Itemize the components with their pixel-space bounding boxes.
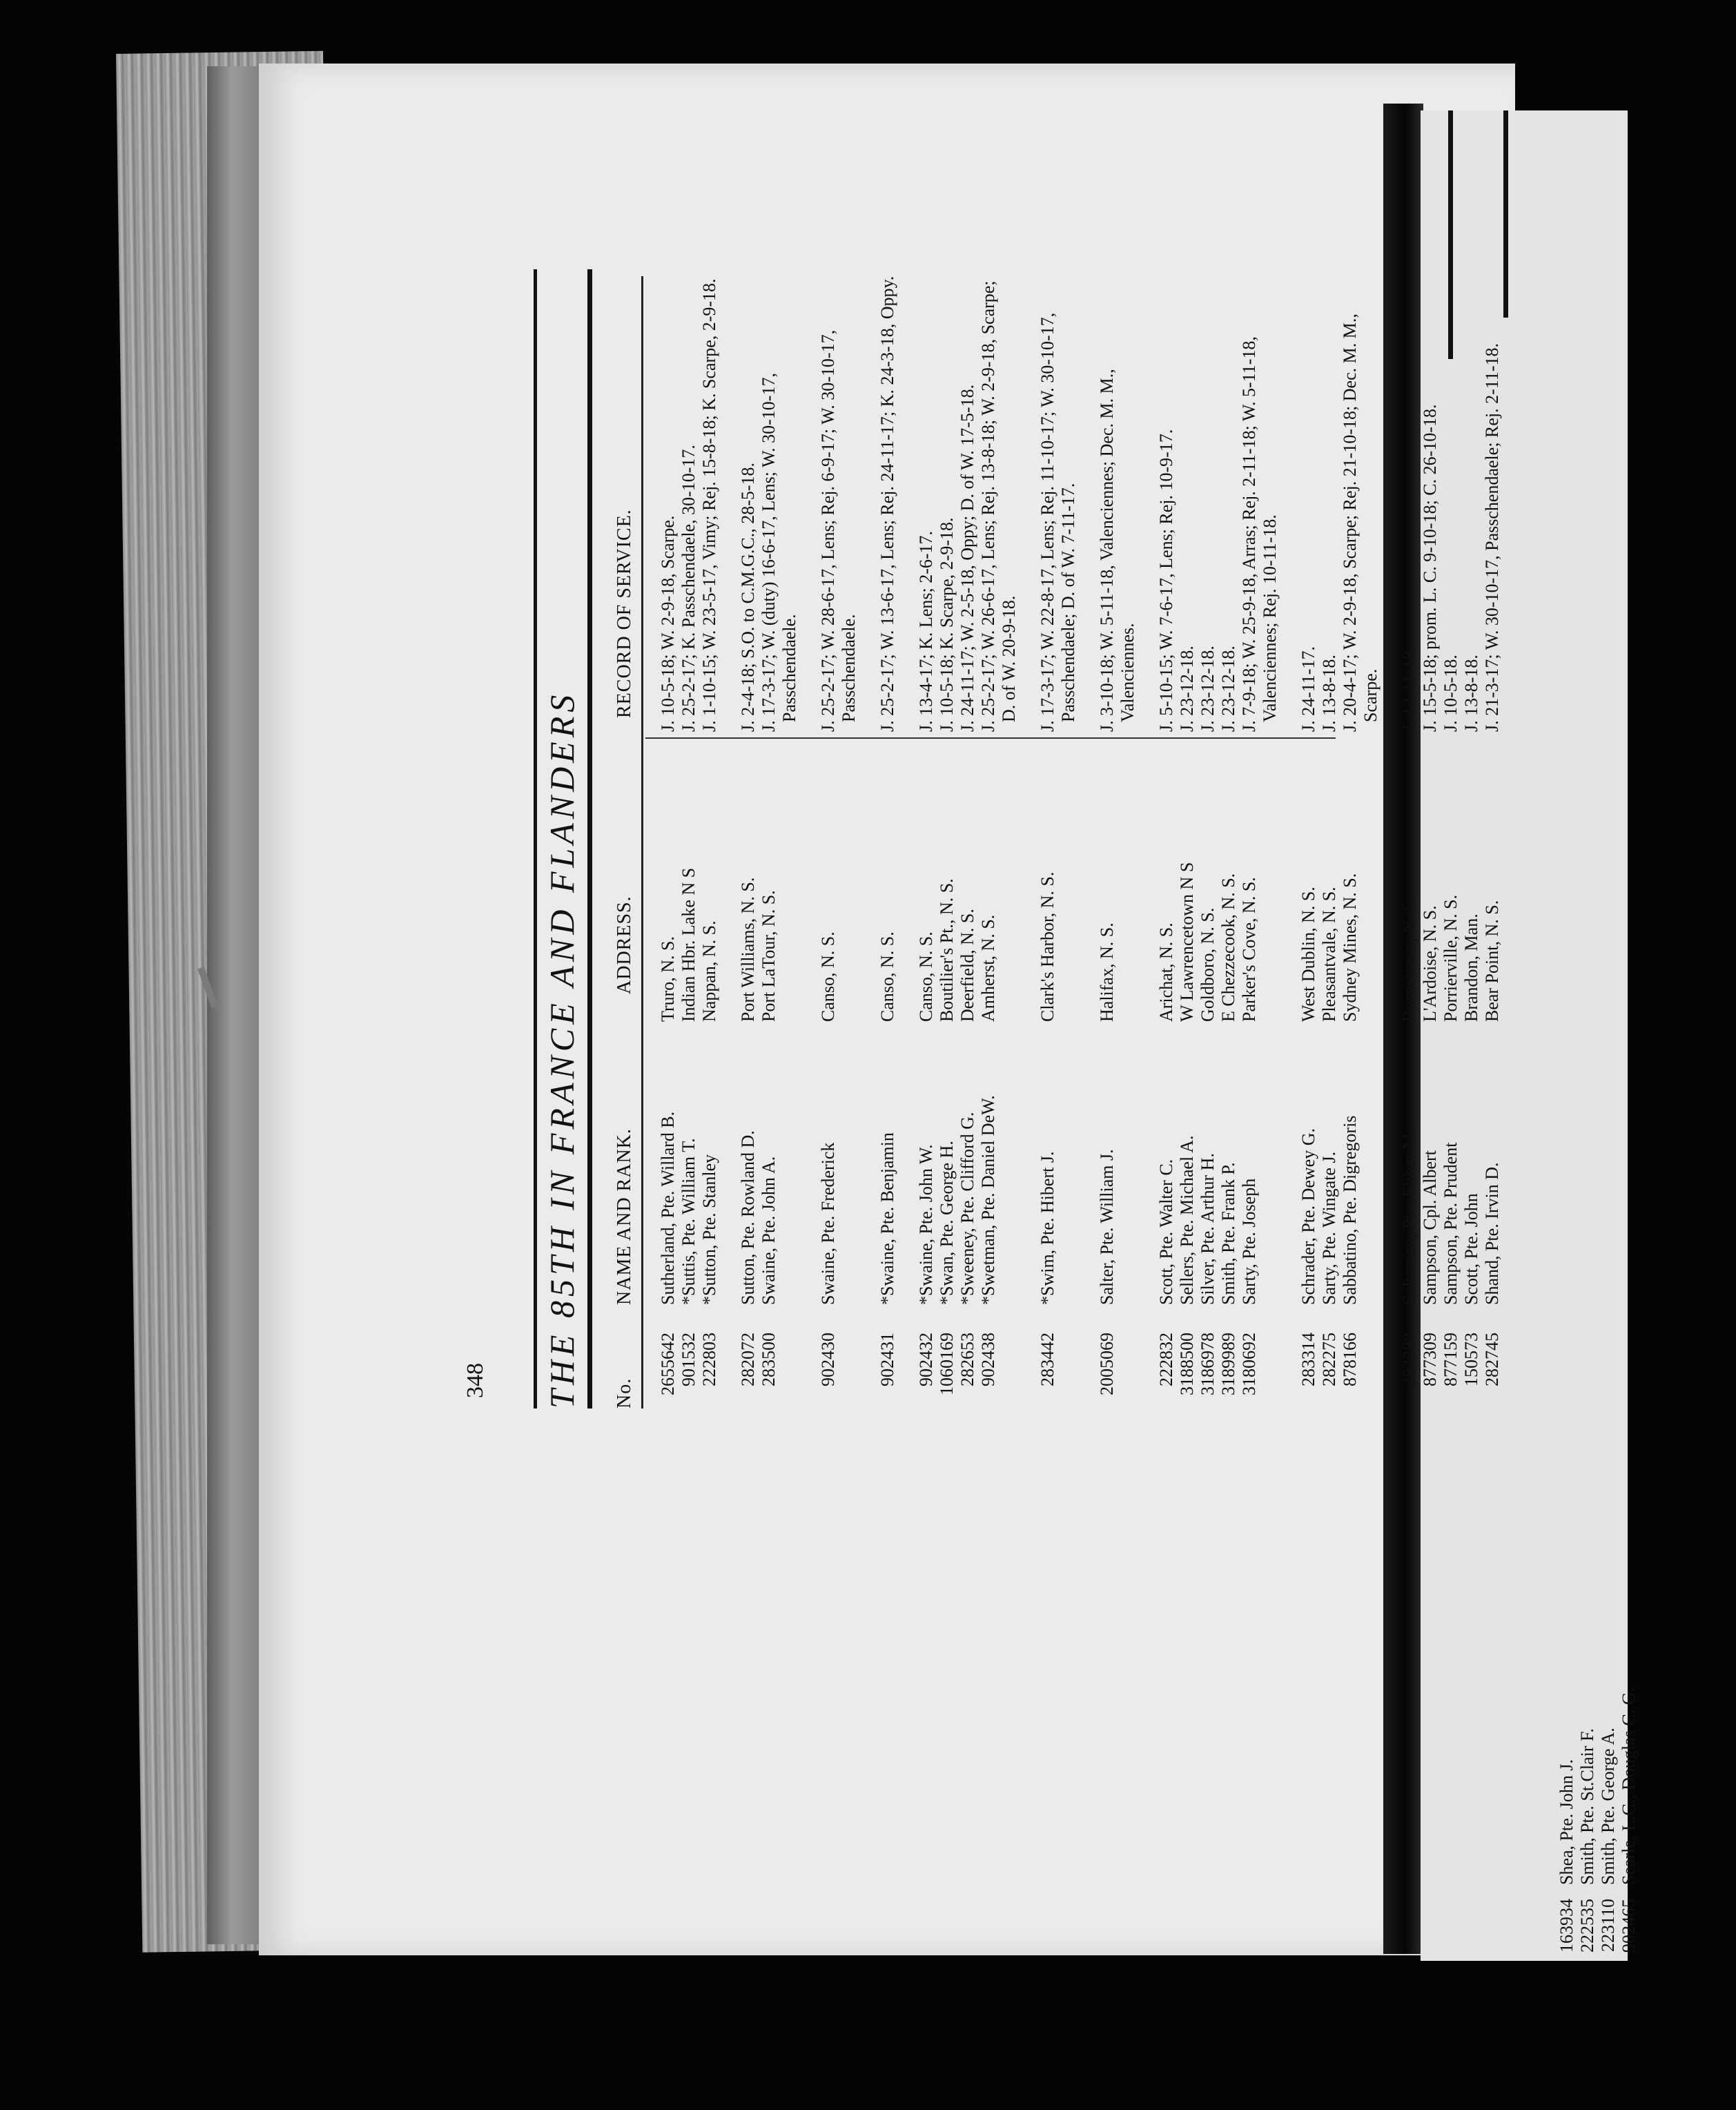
table-row (937, 276, 957, 1409)
table-row (1156, 276, 1177, 1409)
service-number: 3186978 (1198, 1333, 1218, 1395)
table-row (679, 276, 699, 1409)
table-row (978, 276, 1020, 1409)
soldier-name: Sampson, Pte. Prudent (1441, 1142, 1461, 1305)
service-record: J. 25-2-17; K. Passchendaele, 30-10-17. (679, 445, 699, 732)
header-rule-bottom (587, 269, 592, 1409)
soldier-name: Searle, L.C., Douglas C. G. (1619, 1687, 1639, 1885)
facing-row (1619, 1687, 1639, 1968)
soldier-name: Smith, Pte. George A. (1598, 1727, 1618, 1885)
address: L'Ardoise, N. S. (1420, 905, 1440, 1022)
service-number: 2005069 (1097, 1333, 1117, 1395)
soldier-name: Shea, Pte. John J. (1557, 1759, 1577, 1885)
service-record: J. 23-12-18. (1198, 646, 1218, 732)
service-record: J. 15-5-18; prom. L. C. 9-10-18; C. 26-10-18. (1420, 404, 1440, 732)
service-record: J. 10-5-18. (1441, 655, 1461, 732)
page-title: THE 85TH IN FRANCE AND FLANDERS (543, 690, 581, 1409)
table-row (1218, 276, 1239, 1409)
service-number: 222535 (1577, 1899, 1597, 1953)
column-header-address: ADDRESS. (614, 896, 635, 994)
column-header-no: No. (614, 1377, 635, 1409)
service-number: 902430 (818, 1333, 838, 1386)
facing-page-content (1557, 1687, 1736, 1968)
address: W Lawrencetown N S (1177, 862, 1197, 1022)
table-row (877, 276, 898, 1409)
soldier-name: Scott, Pte. Walter C. (1156, 1159, 1176, 1305)
address: Burnetown, N. S. (1399, 896, 1419, 1022)
service-number: 282745 (1482, 1333, 1502, 1386)
soldier-name: Sellers, Pte. Michael A. (1177, 1135, 1197, 1305)
table-row (1198, 276, 1218, 1409)
address: Amherst, N. S. (978, 914, 998, 1022)
address: Indian Hbr. Lake N S (679, 867, 699, 1022)
service-number: 902465 (1619, 1899, 1639, 1953)
service-number: 222832 (1156, 1333, 1176, 1386)
address: Nappan, N. S. (699, 920, 719, 1022)
running-header (528, 269, 592, 1409)
table-row (1420, 276, 1441, 1409)
address: Canso, N. S. (877, 931, 897, 1022)
service-record: J. 1-10-15; W. 23-5-17, Vimy; Rej. 15-8-18; K. Scarpe, 2-9-18. (699, 278, 719, 732)
service-record: J. 2-4-18; S.O. to C.M.G.C., 28-5-18. (738, 462, 758, 732)
service-record: J. 7-9-18; W. 25-9-18, Arras; Rej. 2-11-18; W. 5-11-18, Valenciennes; Rej. 10-11-18. (1239, 336, 1280, 732)
address: Canso, N. S. (818, 931, 838, 1022)
address: Port Williams, N. S. (738, 877, 758, 1022)
soldier-name: Scott, Pte. John (1461, 1193, 1481, 1305)
address: E Chezzecook, N. S. (1218, 873, 1238, 1022)
service-number: 878166 (1340, 1333, 1360, 1386)
table-row (1482, 276, 1503, 1409)
service-record: J. 23-12-18. (1177, 646, 1197, 732)
soldier-name: Sarty, Pte. Joseph (1239, 1178, 1259, 1305)
service-record: J. 24-11-17; W. 2-5-18, Oppy; D. of W. 17-5-18. (957, 384, 977, 732)
table-row (1097, 276, 1138, 1409)
address: Brandon, Man. (1461, 913, 1481, 1022)
header-rule-top (534, 269, 537, 1409)
address: Clark's Harbor, N. S. (1037, 871, 1057, 1022)
service-record: J. 20-4-17; W. 2-9-18, Scarpe; Rej. 21-10-18; Dec. M. M., Scarpe. (1340, 313, 1381, 732)
table-row (1319, 276, 1340, 1409)
service-number: 283442 (1037, 1333, 1057, 1386)
service-record: J. 13-4-17; K. Lens; 2-6-17. (916, 530, 936, 732)
service-number: 902432 (916, 1333, 936, 1386)
soldier-name: *Sutton, Pte. Stanley (699, 1154, 719, 1305)
soldier-name: *Sweeney, Pte. Clifford G. (957, 1112, 977, 1305)
soldier-name: *Swaine, Pte. John W. (916, 1144, 936, 1305)
service-record: J. 25-2-17; W. 13-6-17, Lens; Rej. 24-11-17; K. 24-3-18, Oppy. (877, 275, 897, 732)
service-record: J. 25-2-17; W. 28-6-17, Lens; Rej. 6-9-17; W. 30-10-17, Passchendaele. (818, 329, 859, 732)
soldier-name: Sampson, Cpl. Albert (1420, 1150, 1440, 1305)
soldier-name: Silver, Pte. Arthur H. (1198, 1153, 1218, 1305)
service-record: J. 3-10-18; W. 5-11-18, Valenciennes; Dec. M. M., Valenciennes. (1097, 369, 1138, 732)
table-row (957, 276, 978, 1409)
address: Pleasantvale, N. S. (1319, 887, 1339, 1022)
service-number: 3180692 (1239, 1333, 1259, 1395)
table-row (1239, 276, 1280, 1409)
soldier-name: *Swan, Pte. George H. (937, 1141, 957, 1305)
table-row (658, 276, 679, 1409)
table-row (916, 276, 937, 1409)
address: Canso, N. S. (916, 931, 936, 1022)
soldier-name: Swaine, Pte. John A. (759, 1156, 779, 1305)
table-row (1177, 276, 1198, 1409)
service-record: J. 17-3-17; W. 22-8-17, Lens; Rej. 11-10-17; W. 30-10-17, Passchendaele; D. of W. 7-11-17. (1037, 312, 1078, 732)
service-record: J. 13-8-18. (1319, 655, 1339, 732)
table-row (699, 276, 720, 1409)
rotated-page-content (528, 262, 1502, 1415)
service-record: J. 5-10-15; W. 7-6-17, Lens; Rej. 10-9-17. (1156, 429, 1176, 732)
soldier-name: Sutherland, Pte. Willard B. (658, 1111, 678, 1305)
service-record: J. 13-11-18. (1399, 646, 1419, 732)
table-row (1340, 276, 1381, 1409)
address: Parker's Cove, N. S. (1239, 877, 1259, 1022)
service-number: 282653 (957, 1333, 977, 1386)
soldier-name: Smith, Pte. Frank P. (1218, 1162, 1238, 1305)
facing-row (1557, 1705, 1577, 1968)
address: Truro, N. S. (658, 936, 678, 1022)
service-number: 901532 (679, 1333, 699, 1386)
facing-row (1577, 1705, 1598, 1968)
service-record: J. 10-5-18; W. 2-9-18, Scarpe. (658, 515, 678, 732)
address: Port LaTour, N. S. (759, 890, 779, 1022)
table-row (1298, 276, 1319, 1409)
header-rule (641, 276, 643, 1409)
service-number: 877309 (1420, 1333, 1440, 1386)
address: Porrierville, N. S. (1441, 894, 1461, 1022)
soldier-name: *Swaine, Pte. Benjamin (877, 1132, 897, 1305)
soldier-name: Schrader, Pte. Dewey G. (1298, 1128, 1318, 1305)
right-page-rule (1503, 110, 1508, 318)
table-row (818, 276, 859, 1409)
service-number: 2655642 (658, 1333, 678, 1395)
address: Arichat, N. S. (1156, 922, 1176, 1022)
facing-row (1598, 1705, 1619, 1968)
service-number: 902431 (877, 1333, 897, 1386)
service-number: 163934 (1557, 1899, 1577, 1953)
service-record: J. 25-2-17; W. 26-6-17, Lens; Rej. 13-8-18; W. 2-9-18, Scarpe; D. of W. 20-9-18. (978, 280, 1019, 732)
table-row (738, 276, 759, 1409)
table-row (759, 276, 800, 1409)
column-header-name: NAME AND RANK. (614, 1128, 635, 1305)
service-record: J. 17-3-17; W. (duty) 16-6-17, Lens; W. 30-10-17, Passchendaele. (759, 373, 799, 732)
service-number: 223110 (1598, 1899, 1618, 1953)
soldier-name: Sabbatino, Pte. Digregoris (1340, 1115, 1360, 1305)
service-number: 283314 (1298, 1333, 1318, 1386)
service-number: 283500 (759, 1333, 779, 1386)
facing-page-rows (1557, 1687, 1639, 1968)
address: West Dublin, N. S. (1298, 887, 1318, 1022)
service-number: 1060169 (937, 1333, 957, 1395)
service-number: 222803 (699, 1333, 719, 1386)
service-record: J. 24-11-17. (1298, 646, 1318, 732)
soldier-name: Sarty, Pte. Wingate J. (1319, 1151, 1339, 1305)
soldier-name: Salter, Pte. William J. (1097, 1149, 1117, 1305)
service-record: J. 13-8-18. (1461, 655, 1481, 732)
soldier-name: Shand, Pte. Irvin D. (1482, 1162, 1502, 1305)
service-number: 283288 (1399, 1333, 1419, 1386)
table-row (1441, 276, 1461, 1409)
service-number: 3188500 (1177, 1333, 1197, 1395)
service-number: 282275 (1319, 1333, 1339, 1386)
soldier-name: Saltzman, Pte. Eliher M. (1399, 1128, 1419, 1305)
table-row (1461, 276, 1482, 1409)
table-row (1037, 276, 1079, 1409)
service-record: J. 21-3-17; W. 30-10-17, Passchendaele; Rej. 2-11-18. (1482, 343, 1502, 732)
address: Sydney Mines, N. S. (1340, 873, 1360, 1022)
address: Deerfield, N. S. (957, 909, 977, 1022)
soldier-name: *Swim, Pte. Hibert J. (1037, 1151, 1057, 1305)
column-header-record: RECORD OF SERVICE. (614, 509, 635, 718)
address: Goldboro, N. S. (1198, 907, 1218, 1022)
table-body (658, 276, 1503, 1409)
soldier-name: Smith, Pte. St.Clair F. (1577, 1728, 1597, 1885)
service-record: J. 10-5-18; K. Scarpe, 2-9-18. (937, 517, 957, 732)
soldier-name: *Suttis, Pte. William T. (679, 1138, 699, 1305)
table-row (1399, 276, 1420, 1409)
service-number: 282072 (738, 1333, 758, 1386)
address: Halifax, N. S. (1097, 922, 1117, 1022)
soldier-name: Swaine, Pte. Frederick (818, 1142, 838, 1305)
service-number: 902438 (978, 1333, 998, 1386)
address: Bear Point, N. S. (1482, 900, 1502, 1022)
roster-table (609, 275, 1502, 1409)
soldier-name: *Swetman, Pte. Daniel DeW. (978, 1095, 998, 1305)
soldier-name: Sutton, Pte. Rowland D. (738, 1130, 758, 1305)
service-number: 3189989 (1218, 1333, 1238, 1395)
service-number: 877159 (1441, 1333, 1461, 1386)
service-number: 150573 (1461, 1333, 1481, 1386)
service-record: J. 23-12-18. (1218, 646, 1238, 732)
page-number: 348 (462, 1363, 488, 1398)
address: Boutilier's Pt., N. S. (937, 878, 957, 1022)
